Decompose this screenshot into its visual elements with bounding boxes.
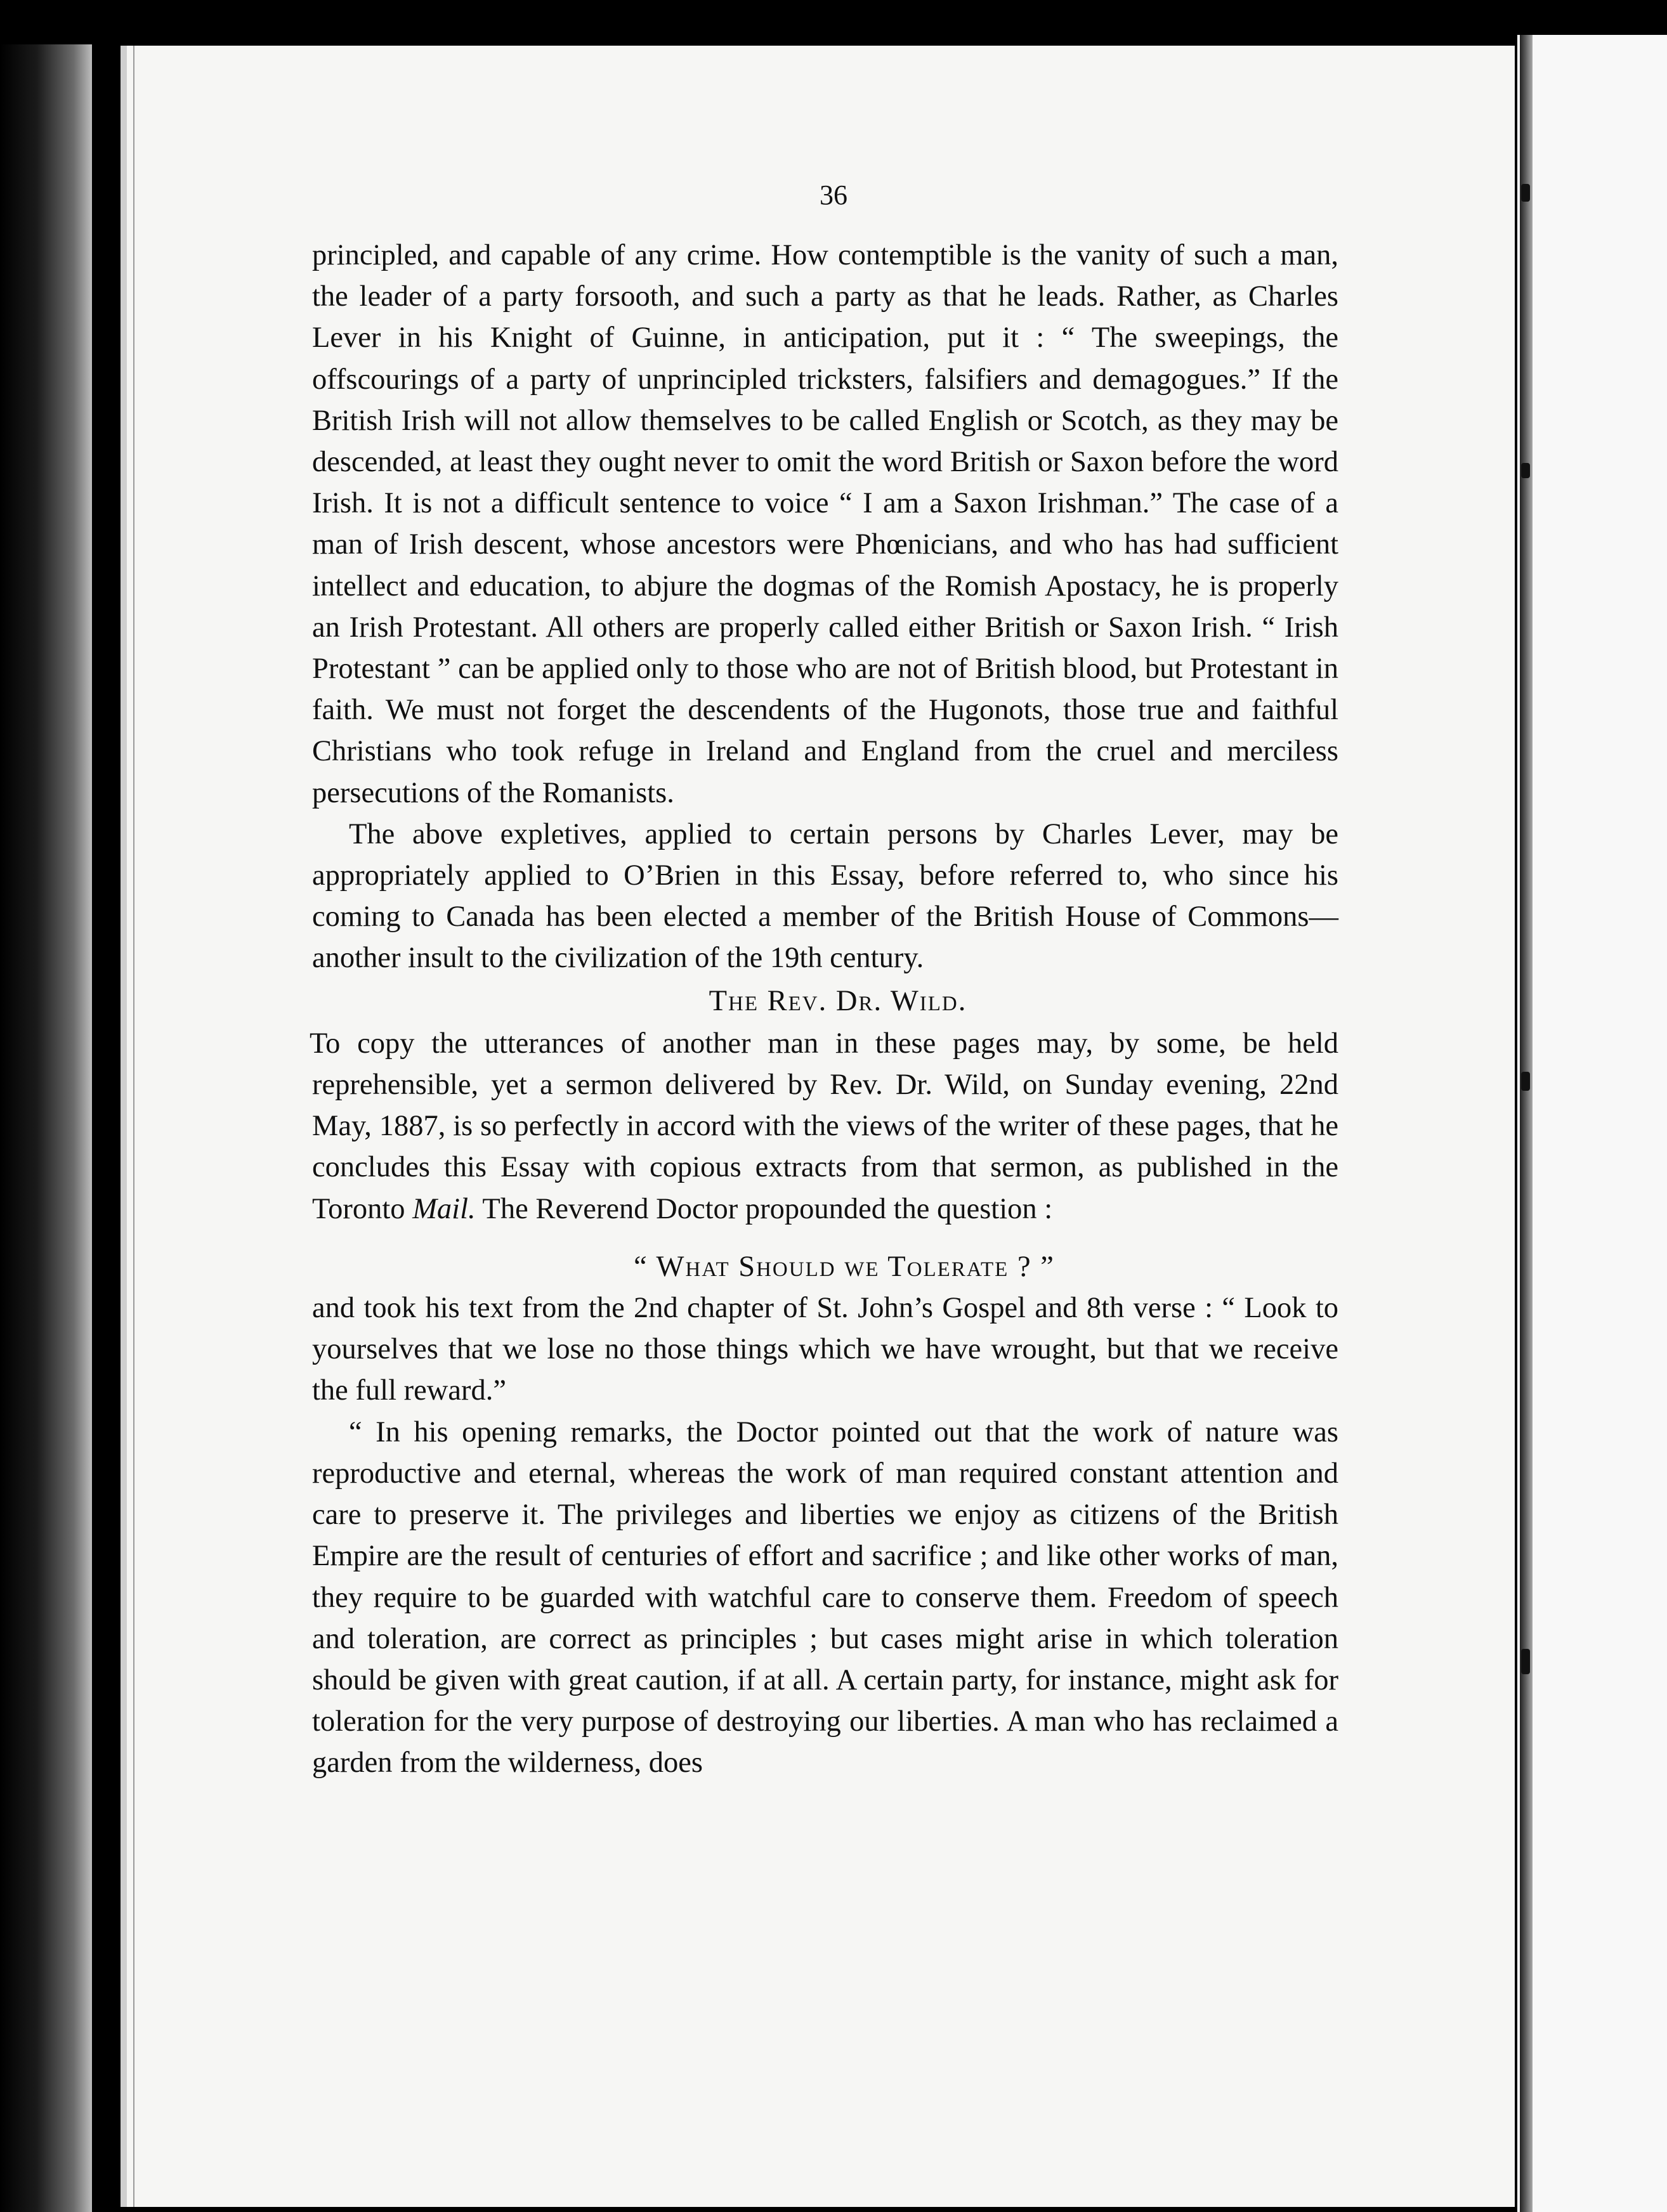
- page-border: [133, 46, 134, 2207]
- spine-mark: [1521, 463, 1530, 478]
- paragraph: “ In his opening remarks, the Doctor pointed out that the work of nature was reproductive and eternal, whereas the work of man required constant attention and care to preserve it. The privileges and liberties we enjoy as citizens of the British Empire are the result of centuries of effort and sacrifice ; and like other works of man, they require to be guarded with watchful care to conserve them. Freedom of speech and toleration, are correct as principles ; but cases might arise in which toleration should be given with great caution, if at all. A certain party, for instance, might ask for toleration for the very purpose of destroying our liberties. A man who has reclaimed a garden from the wilderness, does: [312, 1415, 1338, 1779]
- paragraph: The above expletives, applied to certain persons by Charles Lever, may be appropriately applied to O’Brien in this Essay, before referred to, who since his coming to Canada has been elected a member of the British House of Commons—another insult to the civilization of the 19th century.: [312, 817, 1338, 975]
- body-text: [312, 235, 1338, 1784]
- section-heading: The Rev. Dr. Wild.: [709, 984, 967, 1017]
- paragraph: and took his text from the 2nd chapter of St. John’s Gospel and 8th verse : “ Look to yourselves that we lose no those things which we have wrought, but that we receive the full reward.”: [312, 1292, 1338, 1407]
- sermon-title: “ What Should we Tolerate ? ”: [634, 1250, 1055, 1283]
- paragraph: principled, and capable of any crime. How contemptible is the vanity of such a man, the leader of a party forsooth, and such a party as that he leads. Rather, as Charles Lever in his Knight of Guinne, in anticipation, put it : “ The sweepings, the offscourings of a party of unprincipled tricksters, falsifiers and demagogues.” If the British Irish will not allow themselves to be called English or Scotch, as they may be descended, at least they ought never to omit the word British or Saxon before the word Irish. It is not a difficult sentence to voice “ I am a Saxon Irishman.” The case of a man of Irish descent, whose ancestors were Phœnicians, and who has had sufficient intellect and education, to abjure the dogmas of the Romish Apostacy, he is properly an Irish Protestant. All others are properly called either British or Saxon Irish. “ Irish Protestant ” can be applied only to those who are not of British blood, but Protestant in faith. We must not forget the descendents of the Hugonots, those true and faithful Christians who took refuge in Ireland and England from the cruel and merciless persecutions of the Romanists.: [312, 239, 1338, 809]
- paragraph-text: The Reverend Doctor propounded the question :: [475, 1192, 1053, 1225]
- left-binding-shadow: [0, 44, 92, 2212]
- page-spine: [1520, 35, 1533, 2212]
- newspaper-name: Mail.: [412, 1192, 476, 1225]
- paragraph-text: To copy the utterances of another man in these pages may, by some, be held reprehensible, yet a sermon delivered by Rev. Dr. Wild, on Sunday evening, 22nd May, 1887, is so perfectly in accord with the views of the writer of these pages, that he concludes this Essay with copious extracts from that sermon, as published in the Toronto: [310, 1027, 1338, 1225]
- spine-mark: [1521, 1072, 1530, 1091]
- facing-page-edge: [1517, 35, 1667, 2212]
- spine-mark: [1521, 1649, 1530, 1674]
- paragraph: [312, 1023, 1338, 1230]
- page-number: 36: [820, 179, 847, 211]
